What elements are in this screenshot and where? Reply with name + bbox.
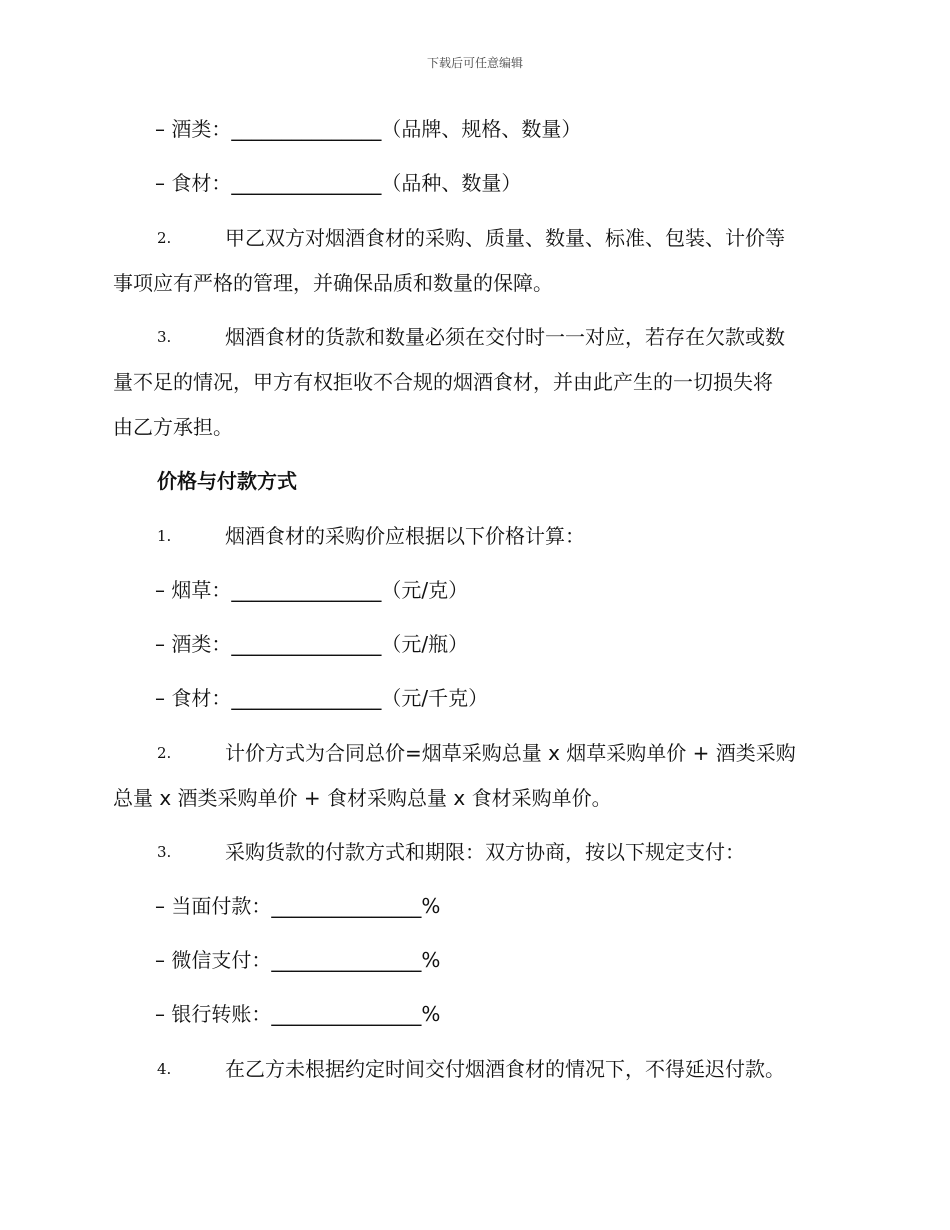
paragraph-line: 总量 x 酒类采购单价 + 食材采购总量 x 食材采购单价。 [113,786,612,810]
paragraph-line: 采购货款的付款方式和期限：双方协商，按以下规定支付： [225,840,745,864]
list-item-food-price: – 食材：_______________（元/千克） [155,686,489,710]
paragraph-line: 计价方式为合同总价=烟草采购总量 x 烟草采购单价 + 酒类采购 [225,741,796,765]
list-item-cash: – 当面付款：_______________% [155,894,441,918]
paragraph-line: 由乙方承担。 [113,415,233,439]
paragraph-line: 在乙方未根据约定时间交付烟酒食材的情况下，不得延迟付款。 [225,1057,785,1081]
paragraph-line: 烟酒食材的采购价应根据以下价格计算： [225,524,585,548]
section-title: 价格与付款方式 [157,469,297,493]
item-number: 3. [157,328,172,346]
list-item-wechat: – 微信支付：_______________% [155,948,441,972]
item-number: 3. [157,843,172,861]
item-number: 2. [157,229,172,247]
list-item-bank-transfer: – 银行转账：_______________% [155,1002,441,1026]
item-number: 4. [157,1060,172,1078]
item-number: 2. [157,744,172,762]
paragraph-line: 量不足的情况，甲方有权拒收不合规的烟酒食材，并由此产生的一切损失将 [113,370,773,394]
list-item-tobacco-price: – 烟草：_______________（元/克） [155,578,469,602]
list-item-food: – 食材：_______________（品种、数量） [155,171,522,195]
item-number: 1. [157,527,172,545]
paragraph-line: 甲乙双方对烟酒食材的采购、质量、数量、标准、包装、计价等 [225,226,785,250]
page-header-note: 下载后可任意编辑 [426,56,523,70]
list-item-liquor-price: – 酒类：_______________（元/瓶） [155,632,469,656]
paragraph-line: 烟酒食材的货款和数量必须在交付时一一对应，若存在欠款或数 [225,325,785,349]
paragraph-line: 事项应有严格的管理，并确保品质和数量的保障。 [113,271,553,295]
list-item-liquor: – 酒类：_______________（品牌、规格、数量） [155,117,582,141]
